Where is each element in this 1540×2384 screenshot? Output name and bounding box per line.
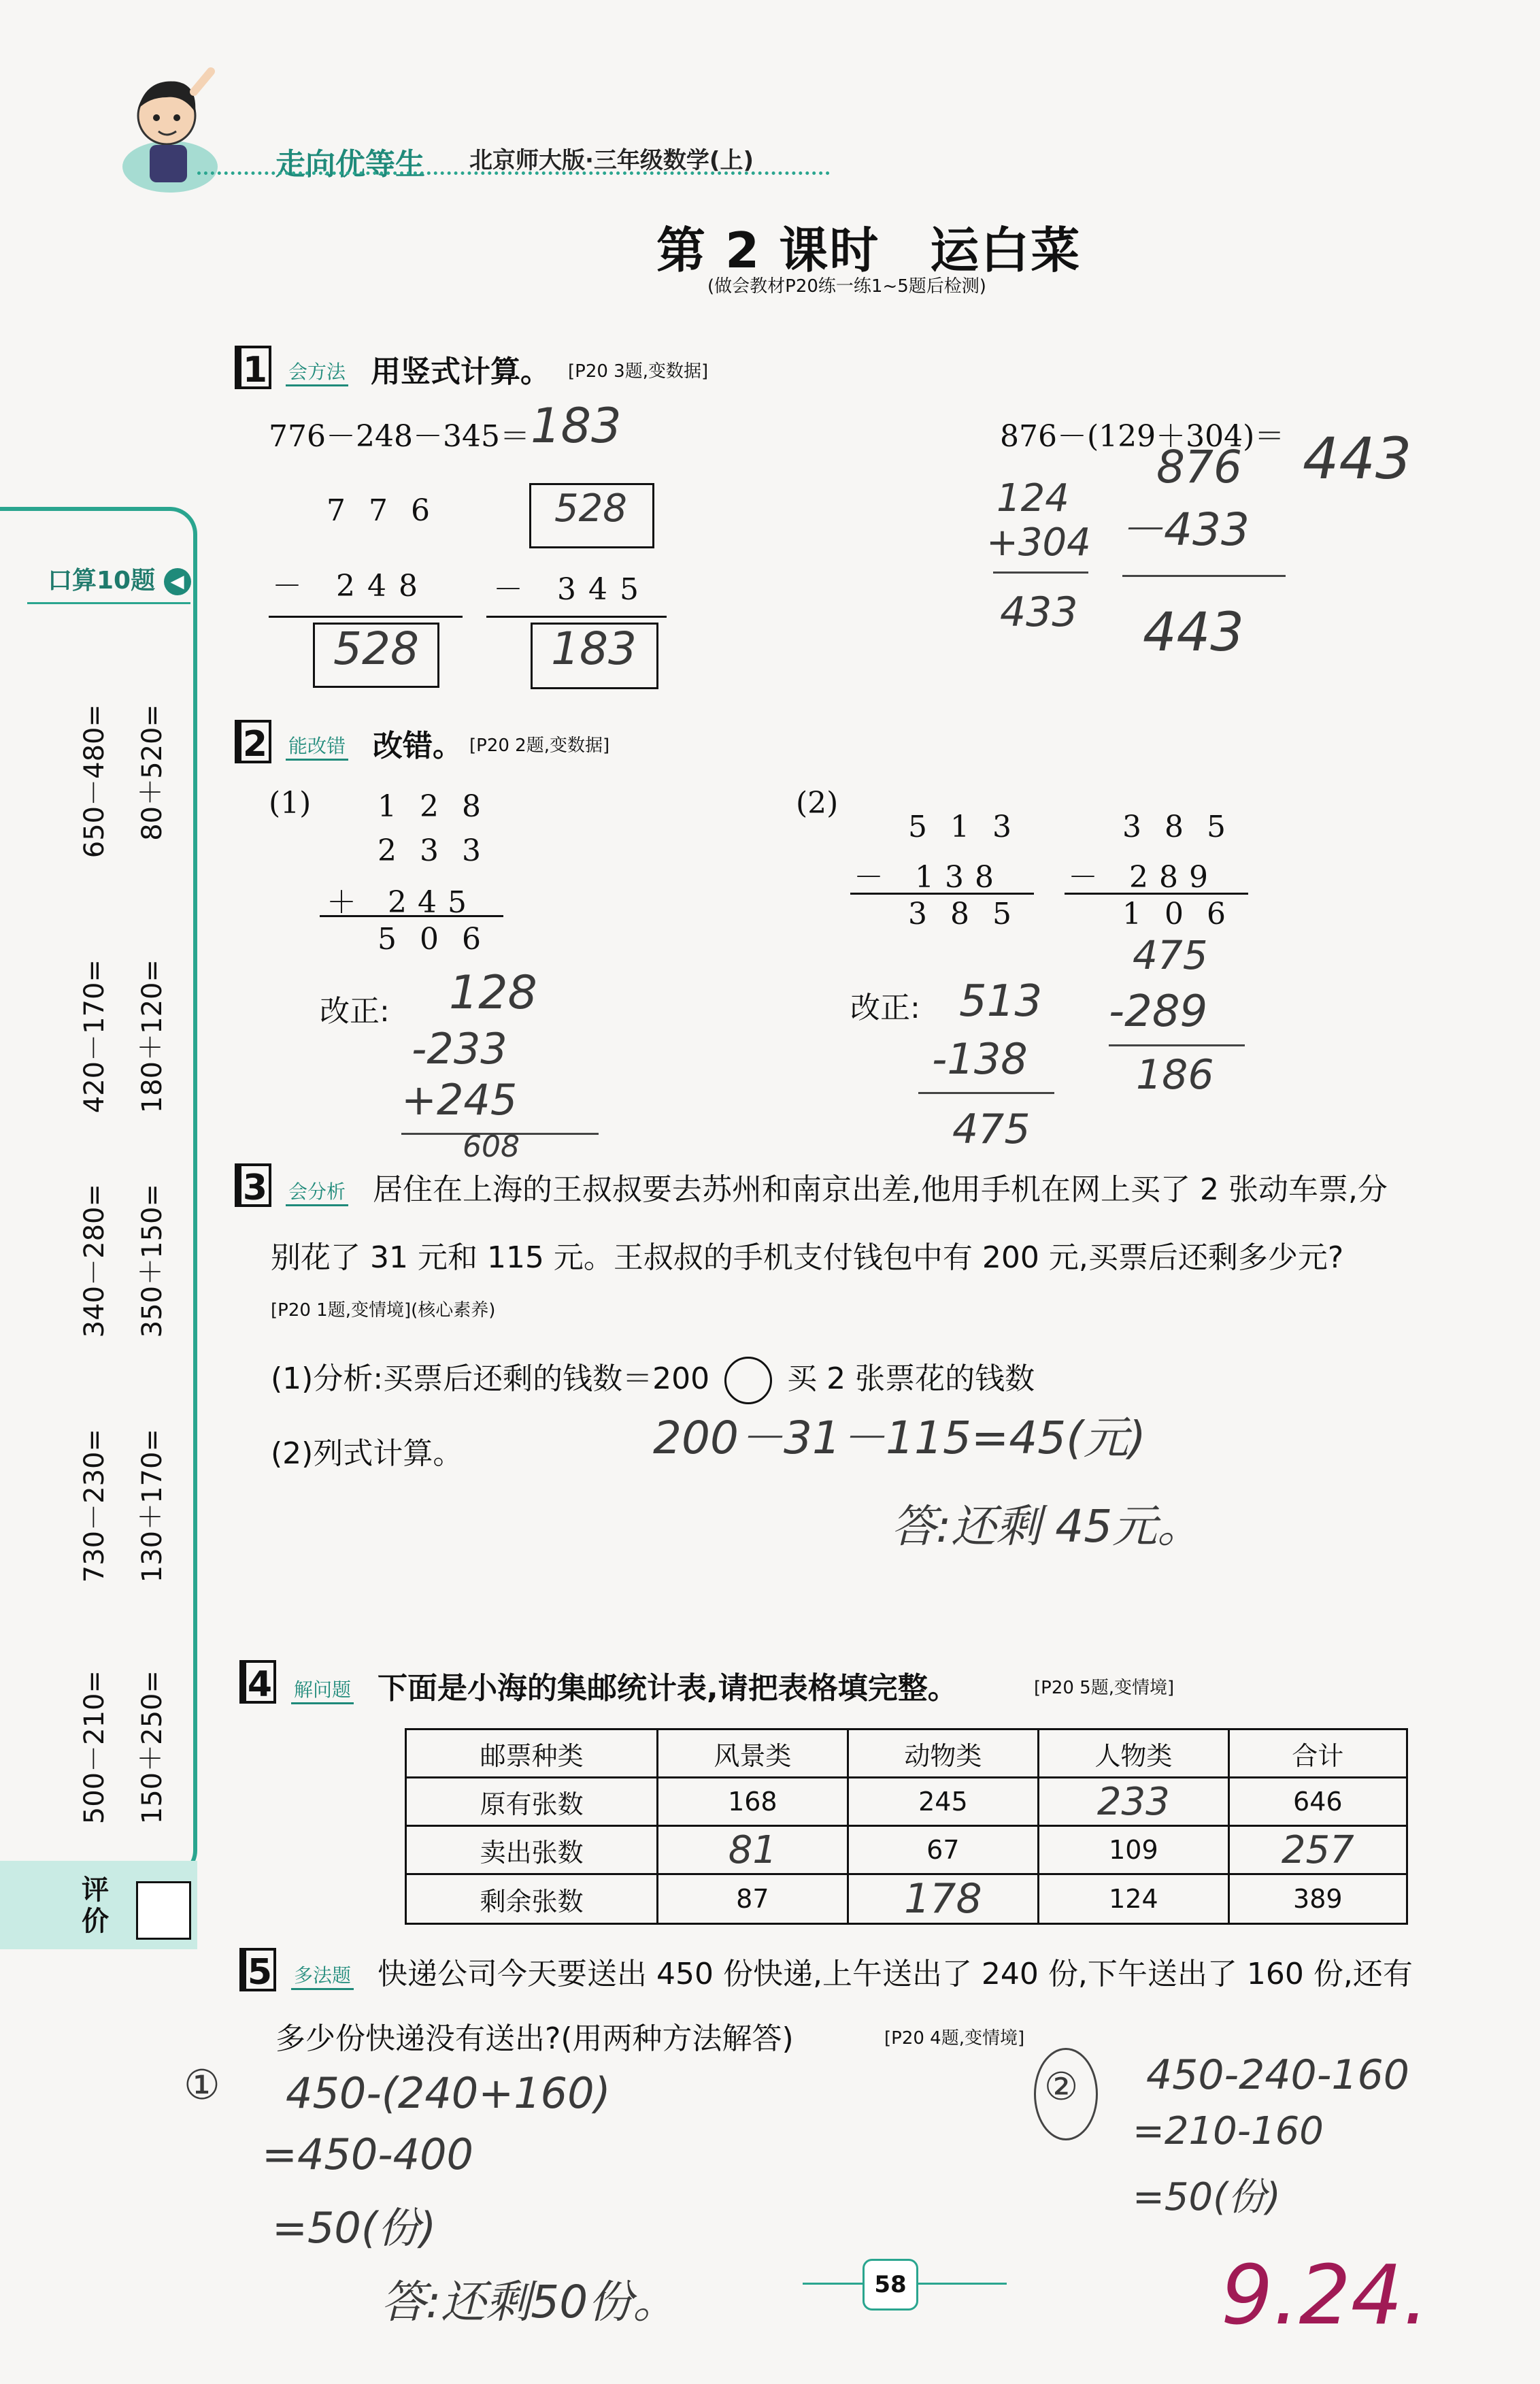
oral-problem: 180＋120=	[137, 959, 168, 1114]
table-cell: 646	[1228, 1778, 1407, 1826]
sidebar-divider	[27, 602, 190, 604]
column-row: 128	[378, 789, 504, 824]
handwritten-line	[918, 1092, 1054, 1094]
teacher-score: 9.24.	[1221, 2249, 1429, 2343]
column-line	[320, 915, 503, 917]
subpart-label: (2)	[796, 786, 839, 821]
table-cell: 389	[1228, 1874, 1407, 1924]
handwritten-fix: -233	[412, 1024, 507, 1074]
question-heading: 下面是小海的集邮统计表,请把表格填完整。	[378, 1671, 958, 1706]
handwritten-work: 443	[1143, 602, 1244, 663]
handwritten-work: 450-(240+160)	[286, 2068, 611, 2118]
table-header-row	[406, 1729, 1407, 1778]
subpart-label: (1)	[269, 786, 312, 821]
column-row: 385	[1122, 810, 1249, 844]
handwritten-cell[interactable]: 178	[848, 1874, 1039, 1924]
expression: 776－248－345＝	[269, 419, 530, 454]
column-line	[269, 616, 463, 618]
question-ref: [P20 4题,变情境]	[884, 2028, 1025, 2049]
question-number: 5	[239, 1948, 276, 1991]
oral-problem: 80＋520=	[137, 704, 168, 841]
table-cell: 109	[1039, 1826, 1228, 1874]
handwritten-work: =50(份)	[272, 2203, 437, 2253]
question-text: 别花了 31 元和 115 元。王叔叔的手机支付钱包中有 200 元,买票后还剩多少元?	[271, 1240, 1344, 1275]
handwritten-fix: 186	[1136, 1051, 1214, 1099]
book-edition: 北京师大版·三年级数学(上)	[469, 147, 754, 174]
lesson-subtitle: (做会教材P20练一练1~5题后检测)	[707, 276, 986, 297]
table-cell: 168	[658, 1778, 848, 1826]
oral-problem: 650－480=	[79, 704, 110, 859]
table-header-cell: 风景类	[658, 1729, 848, 1778]
question-number: 3	[235, 1163, 271, 1207]
handwritten-answer: 528	[554, 486, 627, 531]
column-row: 106	[1122, 897, 1249, 931]
handwritten-work: +304	[986, 520, 1091, 565]
question-tag: 多法题	[291, 1961, 354, 1990]
table-cell: 67	[848, 1826, 1039, 1874]
handwritten-cell[interactable]: 257	[1228, 1826, 1407, 1874]
question-number: 1	[235, 346, 271, 389]
oral-problem: 340－280=	[79, 1184, 110, 1338]
question-ref: [P20 5题,变情境]	[1034, 1678, 1175, 1698]
question-text: 快递公司今天要送出 450 份快递,上午送出了 240 份,下午送出了 160 份,还有	[378, 1957, 1413, 1991]
evaluation-label: 评价	[82, 1874, 109, 1937]
method-label: ①	[184, 2062, 220, 2109]
question-ref: [P20 1题,变情境](核心素养)	[271, 1300, 496, 1321]
handwritten-answer: 183	[531, 398, 622, 454]
column-row: － 289	[1068, 860, 1219, 895]
column-row: 233	[378, 833, 504, 868]
handwritten-fix: -138	[932, 1034, 1028, 1084]
stamp-stats-table	[405, 1728, 1408, 1925]
handwritten-answer: 183	[551, 623, 637, 675]
handwritten-answer: 答:还剩50份。	[381, 2276, 678, 2328]
oral-calc-title: 口算10题	[48, 567, 156, 595]
oral-problem: 500－210=	[79, 1670, 110, 1825]
table-cell: 卖出张数	[406, 1826, 658, 1874]
column-subtrahend: － 248	[272, 569, 430, 603]
question-ref: [P20 2题,变数据]	[469, 735, 610, 756]
handwritten-answer: 200－31－115=45(元)	[653, 1412, 1146, 1464]
question-heading: 用竖式计算。	[371, 354, 550, 389]
evaluation-box[interactable]	[136, 1881, 191, 1940]
question-ref: [P20 3题,变数据]	[568, 361, 709, 382]
calc-label: (2)列式计算。	[271, 1436, 463, 1471]
handwritten-line	[1122, 575, 1286, 577]
handwritten-answer: 528	[333, 623, 419, 675]
column-row: 513	[908, 810, 1035, 844]
arrow-left-icon: ◀	[164, 568, 191, 595]
handwritten-cell[interactable]: 81	[658, 1826, 848, 1874]
handwritten-fix: 513	[959, 976, 1043, 1027]
handwritten-answer: 答:还剩 45元。	[891, 1500, 1203, 1553]
column-row: 506	[378, 922, 504, 957]
handwritten-line	[1109, 1044, 1245, 1046]
handwritten-work: =210-160	[1133, 2109, 1324, 2153]
handwritten-work: 124	[997, 476, 1069, 520]
fix-label: 改正:	[320, 994, 390, 1029]
handwritten-fix: -289	[1109, 987, 1208, 1037]
question-text: 居住在上海的王叔叔要去苏州和南京出差,他用手机在网上买了 2 张动车票,分	[373, 1172, 1388, 1207]
table-header-cell: 邮票种类	[406, 1729, 658, 1778]
page-number: 58	[863, 2259, 918, 2311]
handwritten-fix: +245	[401, 1075, 518, 1125]
question-tag: 会方法	[286, 357, 348, 386]
analysis-text: (1)分析:买票后还剩的钱数＝200	[271, 1361, 710, 1396]
handwritten-line	[993, 572, 1088, 574]
handwritten-fix: 128	[449, 966, 537, 1020]
table-row	[406, 1874, 1407, 1924]
analysis-text: 买 2 张票花的钱数	[787, 1361, 1035, 1396]
table-cell: 245	[848, 1778, 1039, 1826]
question-text: 多少份快递没有送出?(用两种方法解答)	[275, 2021, 794, 2056]
oral-calc-label	[48, 561, 191, 596]
table-row	[406, 1826, 1407, 1874]
handwritten-answer: 443	[1303, 425, 1412, 492]
handwritten-cell[interactable]: 233	[1039, 1778, 1228, 1826]
operator-blank-circle[interactable]	[724, 1357, 772, 1404]
oral-problem: 150＋250=	[137, 1670, 168, 1825]
handwritten-work: 433	[1000, 589, 1078, 636]
table-header-cell: 合计	[1228, 1729, 1407, 1778]
header-divider	[197, 171, 830, 175]
handwritten-fix: 475	[952, 1106, 1031, 1153]
handwritten-fix: 475	[1133, 932, 1208, 978]
table-cell: 剩余张数	[406, 1874, 658, 1924]
question-tag: 会分析	[286, 1177, 348, 1206]
oral-problem: 420－170=	[79, 959, 110, 1114]
handwritten-work: =50(份)	[1133, 2175, 1281, 2219]
question-heading: 改错。	[373, 729, 463, 763]
table-cell: 124	[1039, 1874, 1228, 1924]
question-tag: 解问题	[291, 1675, 354, 1704]
lesson-title: 第 2 课时 运白菜	[656, 222, 1082, 279]
brand-name: 走向优等生	[275, 147, 425, 182]
handwritten-work: 450-240-160	[1146, 2051, 1409, 2099]
expression: 876－(129＋304)＝	[1000, 419, 1285, 454]
column-line	[1065, 893, 1248, 895]
column-top: 776	[327, 493, 453, 528]
oral-problem: 130＋170=	[137, 1429, 168, 1583]
question-tag: 能改错	[286, 731, 348, 761]
method-label: ②	[1044, 2065, 1079, 2109]
column-row: － 138	[854, 860, 1005, 895]
table-header-cell: 动物类	[848, 1729, 1039, 1778]
table-header-cell: 人物类	[1039, 1729, 1228, 1778]
table-cell: 原有张数	[406, 1778, 658, 1826]
column-line	[850, 893, 1034, 895]
column-row: ＋ 245	[327, 885, 478, 920]
column-row: 385	[908, 897, 1035, 931]
table-row	[406, 1778, 1407, 1826]
oral-problem: 730－230=	[79, 1429, 110, 1583]
question-number: 4	[239, 1660, 276, 1704]
fix-label: 改正:	[850, 991, 920, 1025]
handwritten-work: =450-400	[262, 2130, 473, 2179]
analysis-line	[271, 1354, 1035, 1404]
oral-problem: 350＋150=	[137, 1184, 168, 1338]
handwritten-work: －433	[1119, 503, 1250, 556]
handwritten-fix: 608	[463, 1129, 520, 1164]
column-subtrahend: － 345	[493, 572, 651, 607]
table-cell: 87	[658, 1874, 848, 1924]
handwritten-work: 876	[1156, 441, 1242, 493]
question-number: 2	[235, 720, 271, 763]
column-line	[486, 616, 667, 618]
